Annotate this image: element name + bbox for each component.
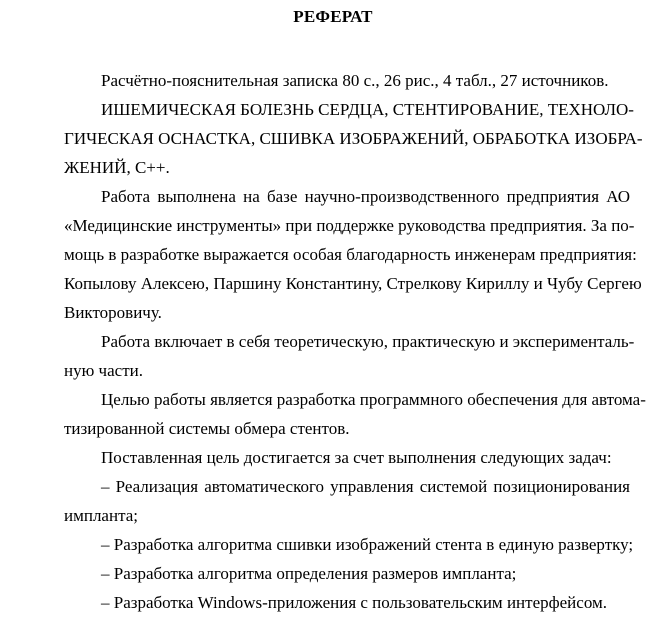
text-line: Работа выполнена на базе научно-производственного предприятия АО xyxy=(101,187,630,206)
text-line: ную части. xyxy=(64,361,143,380)
text-line: «Медицинские инструменты» при поддержке руководства предприятия. За по- xyxy=(64,216,635,235)
text-line: ЖЕНИЙ, С++. xyxy=(64,158,170,177)
text-line: Целью работы является разработка программного обеспечения для автома- xyxy=(101,390,646,409)
list-item: – Реализация автоматического управления системой позиционирования xyxy=(101,477,630,496)
text-line: ГИЧЕСКАЯ ОСНАСТКА, СШИВКА ИЗОБРАЖЕНИЙ, ОБРАБОТКА ИЗОБРА- xyxy=(64,129,643,148)
text-line: импланта; xyxy=(64,506,138,525)
list-item: – Разработка алгоритма определения размеров импланта; xyxy=(101,564,517,583)
text-line: мощь в разработке выражается особая благодарность инженерам предприятия: xyxy=(64,245,637,264)
text-line: Копылову Алексею, Паршину Константину, Стрелкову Кириллу и Чубу Сергею xyxy=(64,274,642,293)
list-item: – Разработка Windows-приложения с пользовательским интерфейсом. xyxy=(101,593,607,612)
text-line: Поставленная цель достигается за счет выполнения следующих задач: xyxy=(101,448,612,467)
text-line: Работа включает в себя теоретическую, практическую и эксперименталь- xyxy=(101,332,635,351)
list-item: – Разработка алгоритма сшивки изображений стента в единую развертку; xyxy=(101,535,634,554)
text-line: Расчётно-пояснительная записка 80 с., 26 рис., 4 табл., 27 источников. xyxy=(101,71,609,90)
text-line: ИШЕМИЧЕСКАЯ БОЛЕЗНЬ СЕРДЦА, СТЕНТИРОВАНИЕ, ТЕХНОЛО- xyxy=(101,100,634,119)
page-title: РЕФЕРАТ xyxy=(293,7,373,26)
text-line: Викторовичу. xyxy=(64,303,162,322)
text-line: тизированной системы обмера стентов. xyxy=(64,419,350,438)
